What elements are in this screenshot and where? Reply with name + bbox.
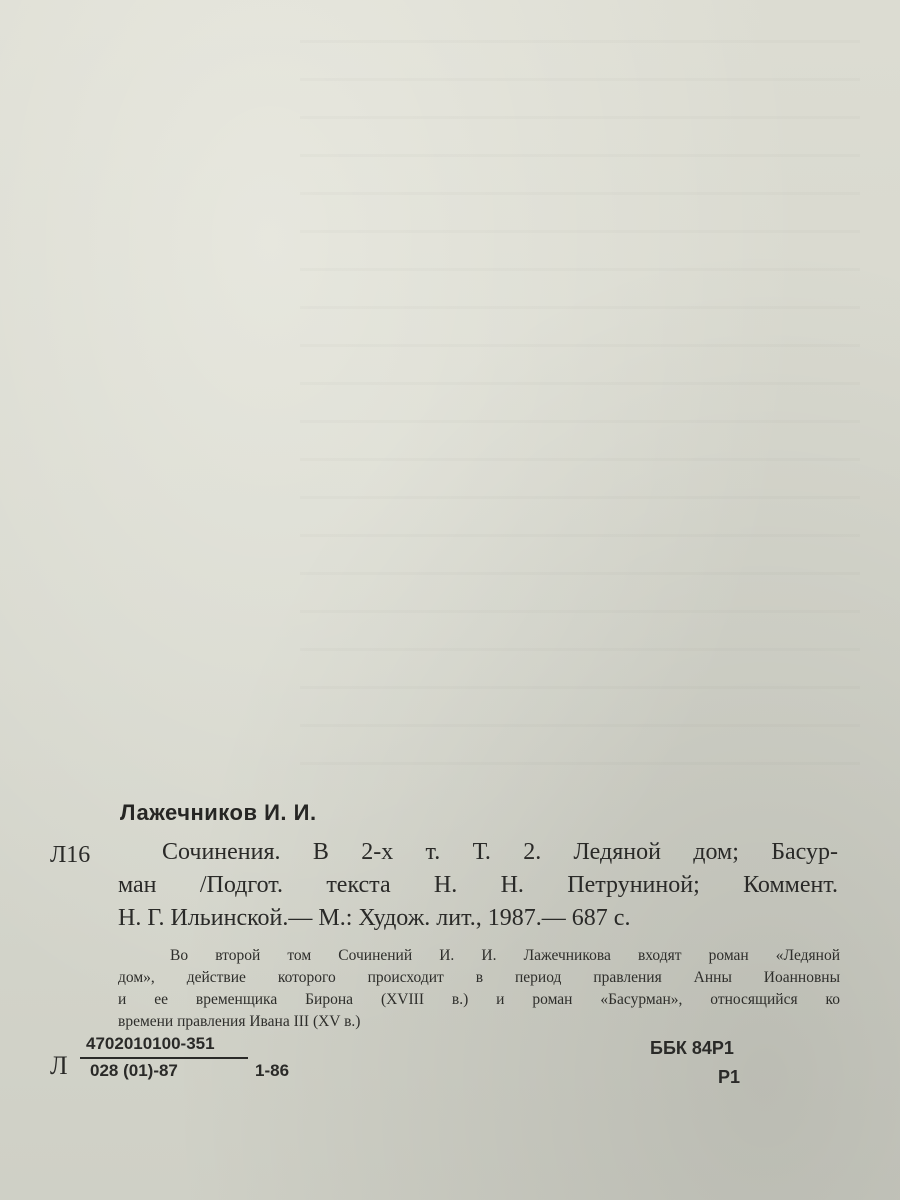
description-line: Сочинения. В 2-х т. Т. 2. Ледяной дом; Басур- [162, 839, 838, 865]
annotation-line: и ее временщика Бирона (XVIII в.) и роман «Басурман», относящийся ко [118, 991, 840, 1008]
annotation-line: времени правления Ивана III (XV в.) [118, 1013, 361, 1030]
bbk-code: Р1 [718, 1067, 741, 1087]
annotation-line: дом», действие которого происходит в период правления Анны Иоанновны [118, 969, 840, 986]
bbk-label: ББК 84Р1 [650, 1038, 734, 1058]
description-line: Н. Г. Ильинской.— М.: Худож. лит., 1987.— 687 с. [118, 905, 631, 931]
author-name: Лажечников И. И. [120, 800, 317, 825]
call-number: Л16 [50, 842, 91, 868]
index-denominator: 028 (01)-87 [90, 1061, 178, 1080]
fraction-rule [80, 1057, 248, 1059]
bibliographic-description [118, 836, 838, 935]
description-line: ман /Подгот. текста Н. Н. Петруниной; Коммент. [118, 872, 838, 898]
annotation-line: Во второй том Сочинений И. И. Лажечникова входят роман «Ледяной [170, 947, 840, 964]
index-numerator: 4702010100-351 [86, 1034, 215, 1053]
index-letter: Л [50, 1051, 68, 1080]
index-series: 1-86 [255, 1061, 290, 1080]
annotation [118, 945, 840, 1033]
show-through-text [300, 40, 860, 780]
publication-index-fraction [80, 1034, 248, 1081]
